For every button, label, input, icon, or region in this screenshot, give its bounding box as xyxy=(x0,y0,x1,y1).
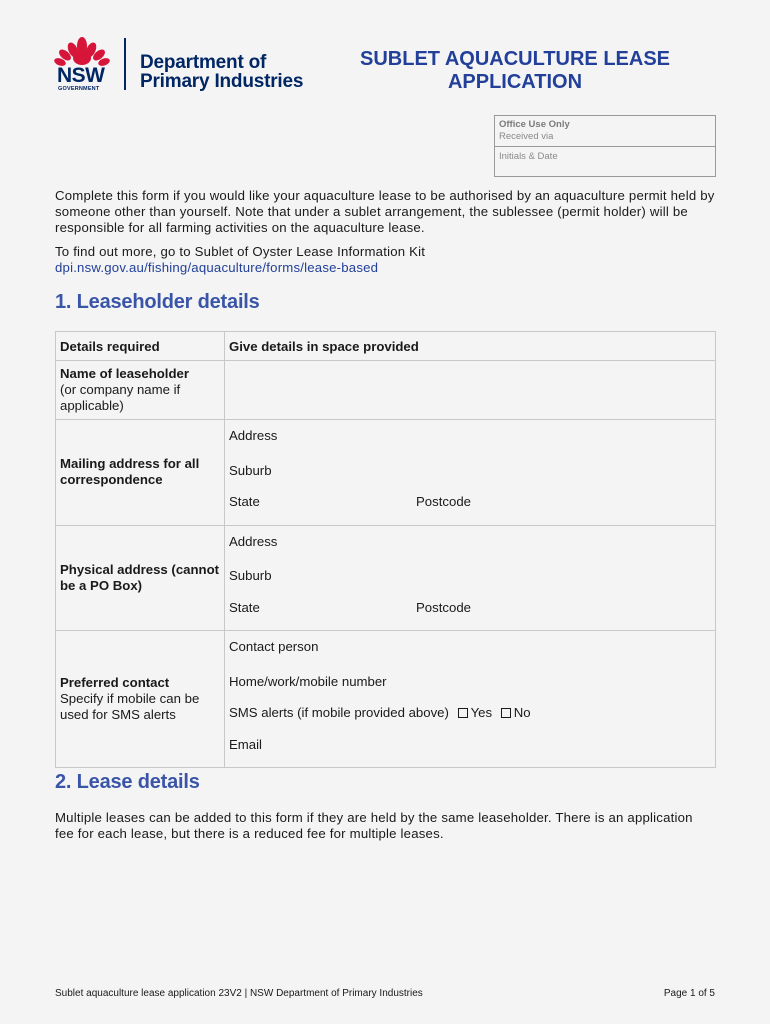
mailing-postcode-label: Postcode xyxy=(416,494,471,509)
physical-postcode-label: Postcode xyxy=(416,599,471,615)
initials-date-label: Initials & Date xyxy=(495,146,715,176)
physical-address-line: Address xyxy=(229,533,278,549)
email-line: Email xyxy=(229,736,262,752)
phone-number-line: Home/work/mobile number xyxy=(229,673,387,689)
page-footer xyxy=(55,988,715,999)
mailing-suburb-line: Suburb xyxy=(229,462,272,478)
department-name: Department of Primary Industries xyxy=(140,52,304,92)
logo-divider xyxy=(124,38,126,90)
office-use-box xyxy=(494,115,716,177)
name-of-leaseholder-label: Name of leaseholder xyxy=(60,366,189,381)
mailing-address-field[interactable] xyxy=(225,420,716,526)
leaseholder-name-field[interactable] xyxy=(225,361,716,420)
received-via-label: Received via xyxy=(499,131,554,142)
column-header-give-details: Give details in space provided xyxy=(225,332,716,361)
section1-heading: 1. Leaseholder details xyxy=(55,291,260,313)
preferred-contact-field[interactable] xyxy=(225,631,716,768)
info-kit-link[interactable]: dpi.nsw.gov.au/fishing/aquaculture/forms/lease-based xyxy=(55,260,379,275)
sms-no-checkbox[interactable] xyxy=(501,708,511,718)
form-title: SUBLET AQUACULTURE LEASE APPLICATION xyxy=(360,48,670,93)
preferred-contact-label: Preferred contact xyxy=(60,675,170,690)
mailing-state-label: State xyxy=(229,494,260,509)
lease-details-text: Multiple leases can be added to this form if they are held by the same leaseholder. There is an application fee for each lease, but there is a reduced fee for multiple leases. xyxy=(55,810,693,841)
page-number: Page 1 of 5 xyxy=(663,988,715,999)
company-name-note: (or company name if applicable) xyxy=(60,382,181,413)
physical-address-field[interactable] xyxy=(225,525,716,631)
intro-paragraph: Complete this form if you would like your aquaculture lease to be authorised by an aquaculture permit held by someone other than yourself. Note that under a sublet arrangement, the sublessee (permit holder) will be responsible for all farming activities on the aquaculture lease. xyxy=(55,188,715,235)
sms-no-label: No xyxy=(513,705,531,720)
footer-doc-title: Sublet aquaculture lease application 23V2 | NSW Department of Primary Industries xyxy=(55,988,423,999)
office-use-heading: Office Use Only xyxy=(499,119,570,130)
section2-heading: 2. Lease details xyxy=(55,771,200,793)
leaseholder-details-table xyxy=(55,331,716,768)
mailing-address-line: Address xyxy=(229,428,278,443)
physical-address-label: Physical address (cannot be a PO Box) xyxy=(60,561,220,593)
info-kit-text: To find out more, go to Sublet of Oyster Lease Information Kit xyxy=(55,244,426,259)
sms-alerts-label: SMS alerts (if mobile provided above) xyxy=(229,705,449,720)
sms-yes-checkbox[interactable] xyxy=(458,708,468,718)
intro-text xyxy=(55,188,715,276)
nsw-wordmark: NSW xyxy=(57,64,105,87)
physical-suburb-line: Suburb xyxy=(229,568,272,583)
mailing-address-label: Mailing address for all correspondence xyxy=(60,456,200,488)
government-wordmark: GOVERNMENT xyxy=(58,86,100,92)
column-header-details: Details required xyxy=(56,332,225,361)
nsw-dpi-logo xyxy=(54,36,324,96)
contact-person-line: Contact person xyxy=(229,639,319,654)
sms-yes-label: Yes xyxy=(470,705,493,720)
sms-note: Specify if mobile can be used for SMS alerts xyxy=(60,691,200,722)
physical-state-label: State xyxy=(229,599,260,615)
